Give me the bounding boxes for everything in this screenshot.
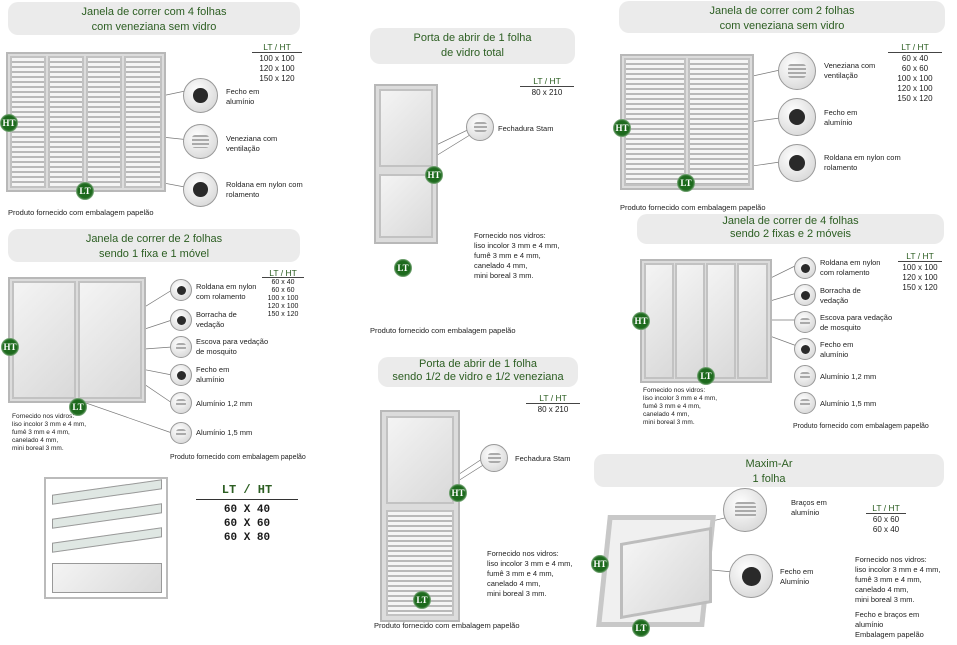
callout-label: Fechadura Stam	[498, 124, 554, 133]
ht-badge: HT	[632, 312, 650, 330]
size-row: 60 x 40	[872, 525, 900, 534]
size-row: 60 x 40	[271, 279, 295, 286]
packaging-note: Produto fornecido com embalagem papelão	[620, 203, 766, 212]
brush-detail-icon	[794, 311, 816, 333]
glass-line: canelado 4 mm,	[855, 585, 909, 594]
lock-detail-icon	[170, 364, 192, 386]
glass-line: liso incolor 3 mm e 4 mm,	[474, 241, 560, 250]
callout-label: Escova para vedação de mosquito	[196, 337, 269, 356]
lock-detail-icon	[794, 338, 816, 360]
callout-label: Fechadura Stam	[515, 454, 571, 463]
glass-line: mini boreal 3 mm.	[487, 589, 547, 598]
callout-label: Alumínio 1,2 mm	[196, 399, 253, 408]
sec1-title-line2: com veneziana sem vidro	[91, 21, 217, 33]
profile-12-icon	[170, 392, 192, 414]
ht-badge: HT	[591, 555, 609, 573]
size-row: 120 x 100	[259, 64, 295, 73]
size-row: 80 x 210	[531, 88, 563, 97]
extra-notes	[855, 610, 924, 640]
sec2-header	[8, 229, 300, 262]
callout-label: Alumínio 1,5 mm	[196, 428, 253, 437]
sec2-size-table	[262, 269, 304, 319]
packaging-note: Produto fornecido com embalagem papelão	[370, 326, 516, 335]
sec6-size-table	[888, 42, 942, 104]
callout-label: Roldana em nylon com rolamento	[226, 180, 303, 199]
callout-label: Fecho em alumínio	[196, 365, 230, 384]
callout-label: Roldana em nylon com rolamento	[824, 153, 901, 172]
glass-line: canelado 4 mm,	[474, 261, 528, 270]
ht-badge: HT	[0, 114, 18, 132]
size-row: 120 x 100	[902, 273, 938, 282]
seal-detail-icon	[170, 309, 192, 331]
sec1-window-image	[6, 52, 166, 192]
sec5-title-line1: Porta de abrir de 1 folha	[418, 358, 538, 370]
profile-15-icon	[170, 422, 192, 444]
sec5-header	[378, 357, 578, 387]
glass-line: mini boreal 3 mm.	[855, 595, 915, 604]
glass-line: Fornecido nos vidros:	[474, 231, 546, 240]
callout-label: Fecho em Alumínio	[780, 567, 814, 586]
sec4-title-line1: Porta de abrir de 1 folha	[413, 32, 532, 44]
size-table-head: LT / HT	[520, 76, 574, 87]
lt-badge: LT	[632, 619, 650, 637]
lock-detail-icon	[729, 554, 773, 598]
sec6-header	[619, 1, 945, 33]
extra-line: Embalagem papelão	[855, 630, 924, 639]
roller-detail-icon	[170, 279, 192, 301]
sec1-title-line1: Janela de correr com 4 folhas	[81, 6, 227, 18]
callout-label: Alumínio 1,2 mm	[820, 372, 877, 381]
callout-label: Braços em alumínio	[791, 498, 827, 517]
packaging-note: Produto fornecido com embalagem papelão	[374, 621, 520, 630]
sec2-title-line1: Janela de correr de 2 folhas	[85, 233, 223, 245]
size-row: 150 x 120	[897, 94, 933, 103]
size-table-head: LT / HT	[888, 42, 942, 53]
size-row: 100 x 100	[897, 74, 933, 83]
callout-label: Roldana em nylon com rolamento	[196, 282, 257, 301]
size-row: 150 x 120	[259, 74, 295, 83]
sec6-window-image	[620, 54, 754, 190]
sec8-title-line1: Maxim-Ar	[745, 458, 793, 470]
size-table-head: LT / HT	[262, 269, 304, 278]
size-row: 120 x 100	[267, 303, 299, 310]
size-row: 60 x 60	[271, 287, 295, 294]
door-lock-detail-icon	[466, 113, 494, 141]
extra-line: alumínio	[855, 620, 884, 629]
size-row: 100 x 100	[259, 54, 295, 63]
callout-label: Fecho em alumínio	[824, 108, 858, 127]
sec2-window-image	[8, 277, 146, 403]
lt-badge: LT	[394, 259, 412, 277]
profile-12-icon	[794, 365, 816, 387]
glass-line: Fornecido nos vidros:	[643, 387, 706, 394]
sec3-size-row: 60 X 60	[223, 518, 271, 530]
size-row: 100 x 100	[902, 263, 938, 272]
sec4-door-image	[374, 84, 438, 244]
sec7-title-line1: Janela de correr de 4 folhas	[722, 215, 859, 227]
glass-line: canelado 4 mm,	[487, 579, 541, 588]
lock-detail-icon	[778, 98, 816, 136]
glass-line: Fornecido nos vidros:	[855, 555, 927, 564]
sec5-size-table	[526, 393, 580, 415]
callout-label: Fecho em alumínio	[820, 340, 854, 359]
sec6-title-line2: com veneziana sem vidro	[719, 20, 845, 32]
arm-detail-icon	[723, 488, 767, 532]
size-row: 150 x 120	[267, 311, 299, 318]
glass-line: liso incolor 3 mm e 4 mm,	[12, 421, 87, 428]
sec7-title-line2: sendo 2 fixas e 2 móveis	[729, 228, 852, 240]
sec4-title-line2: de vidro total	[441, 47, 504, 59]
sec7-size-table	[898, 251, 942, 293]
ht-badge: HT	[425, 166, 443, 184]
lt-badge: LT	[697, 367, 715, 385]
roller-detail-icon	[794, 257, 816, 279]
sec1-size-table	[252, 42, 302, 84]
glass-line: canelado 4 mm,	[643, 411, 690, 418]
sec5-title-line2: sendo 1/2 de vidro e 1/2 veneziana	[392, 371, 564, 383]
ht-badge: HT	[613, 119, 631, 137]
door-lock-detail-icon	[480, 444, 508, 472]
lt-badge: LT	[69, 398, 87, 416]
sec7-window-image	[640, 259, 772, 383]
brush-detail-icon	[170, 336, 192, 358]
size-table-head: LT / HT	[866, 503, 906, 514]
callout-label: Alumínio 1,5 mm	[820, 399, 877, 408]
ht-badge: HT	[449, 484, 467, 502]
glass-line: fumê 3 mm e 4 mm,	[487, 569, 554, 578]
glass-line: Fornecido nos vidros:	[12, 413, 75, 420]
profile-15-icon	[794, 392, 816, 414]
sec4-size-table	[520, 76, 574, 98]
callout-label: Borracha de vedação	[820, 286, 861, 305]
size-row: 100 x 100	[267, 295, 299, 302]
glass-options	[12, 413, 86, 453]
glass-line: fumê 3 mm e 4 mm,	[474, 251, 541, 260]
packaging-note: Produto fornecido com embalagem papelão	[8, 208, 154, 217]
louver-detail-icon	[778, 52, 816, 90]
packaging-note: Produto fornecido com embalagem papelão	[170, 454, 306, 461]
glass-line: liso incolor 3 mm e 4 mm,	[855, 565, 941, 574]
size-row: 150 x 120	[902, 283, 938, 292]
callout-label: Veneziana com ventilação	[824, 61, 876, 80]
sec3-table-head: LT / HT	[196, 483, 298, 500]
lock-detail-icon	[183, 78, 218, 113]
sec3-size-row: 60 X 40	[223, 504, 271, 516]
glass-line: mini boreal 3 mm.	[474, 271, 534, 280]
glass-line: liso incolor 3 mm e 4 mm,	[643, 395, 718, 402]
sec1-header	[8, 2, 300, 35]
size-row: 80 x 210	[537, 405, 569, 414]
glass-line: mini boreal 3 mm.	[12, 445, 64, 452]
glass-line: fumê 3 mm e 4 mm,	[12, 429, 70, 436]
sec8-header	[594, 454, 944, 487]
extra-line: Fecho e braços em	[855, 610, 920, 619]
lt-badge: LT	[413, 591, 431, 609]
glass-options	[643, 387, 717, 427]
sec4-header	[370, 28, 575, 64]
seal-detail-icon	[794, 284, 816, 306]
sec3-size-row: 60 X 80	[223, 532, 271, 544]
ht-badge: HT	[1, 338, 19, 356]
size-row: 60 x 40	[901, 54, 929, 63]
glass-line: Fornecido nos vidros:	[487, 549, 559, 558]
size-table-head: LT / HT	[252, 42, 302, 53]
callout-label: Escova para vedação de mosquito	[820, 313, 893, 332]
glass-options	[855, 555, 940, 605]
glass-line: mini boreal 3 mm.	[643, 419, 695, 426]
size-row: 120 x 100	[897, 84, 933, 93]
lt-badge: LT	[76, 182, 94, 200]
glass-line: canelado 4 mm,	[12, 437, 59, 444]
sec2-title-line2: sendo 1 fixa e 1 móvel	[98, 248, 210, 260]
roller-detail-icon	[183, 172, 218, 207]
glass-options	[487, 549, 572, 599]
sec7-header	[637, 214, 944, 244]
size-table-head: LT / HT	[898, 251, 942, 262]
lt-badge: LT	[677, 174, 695, 192]
glass-line: fumê 3 mm e 4 mm,	[643, 403, 701, 410]
size-row: 60 x 60	[872, 515, 900, 524]
glass-options	[474, 231, 559, 281]
sec8-maximar-image	[602, 505, 720, 633]
sec3-louver-window-image	[44, 477, 168, 599]
sec6-title-line1: Janela de correr com 2 folhas	[709, 5, 855, 17]
callout-label: Fecho em alumínio	[226, 87, 260, 106]
callout-label: Roldana em nylon com rolamento	[820, 258, 881, 277]
sec8-title-line2: 1 folha	[752, 473, 786, 485]
louver-detail-icon	[183, 124, 218, 159]
callout-label: Veneziana com ventilação	[226, 134, 278, 153]
sec8-size-table	[866, 503, 906, 535]
size-row: 60 x 60	[901, 64, 929, 73]
size-table-head: LT / HT	[526, 393, 580, 404]
glass-line: liso incolor 3 mm e 4 mm,	[487, 559, 573, 568]
glass-line: fumê 3 mm e 4 mm,	[855, 575, 922, 584]
roller-detail-icon	[778, 144, 816, 182]
packaging-note: Produto fornecido com embalagem papelão	[793, 423, 929, 430]
callout-label: Borracha de vedação	[196, 310, 237, 329]
sec3-size-table	[196, 483, 298, 545]
